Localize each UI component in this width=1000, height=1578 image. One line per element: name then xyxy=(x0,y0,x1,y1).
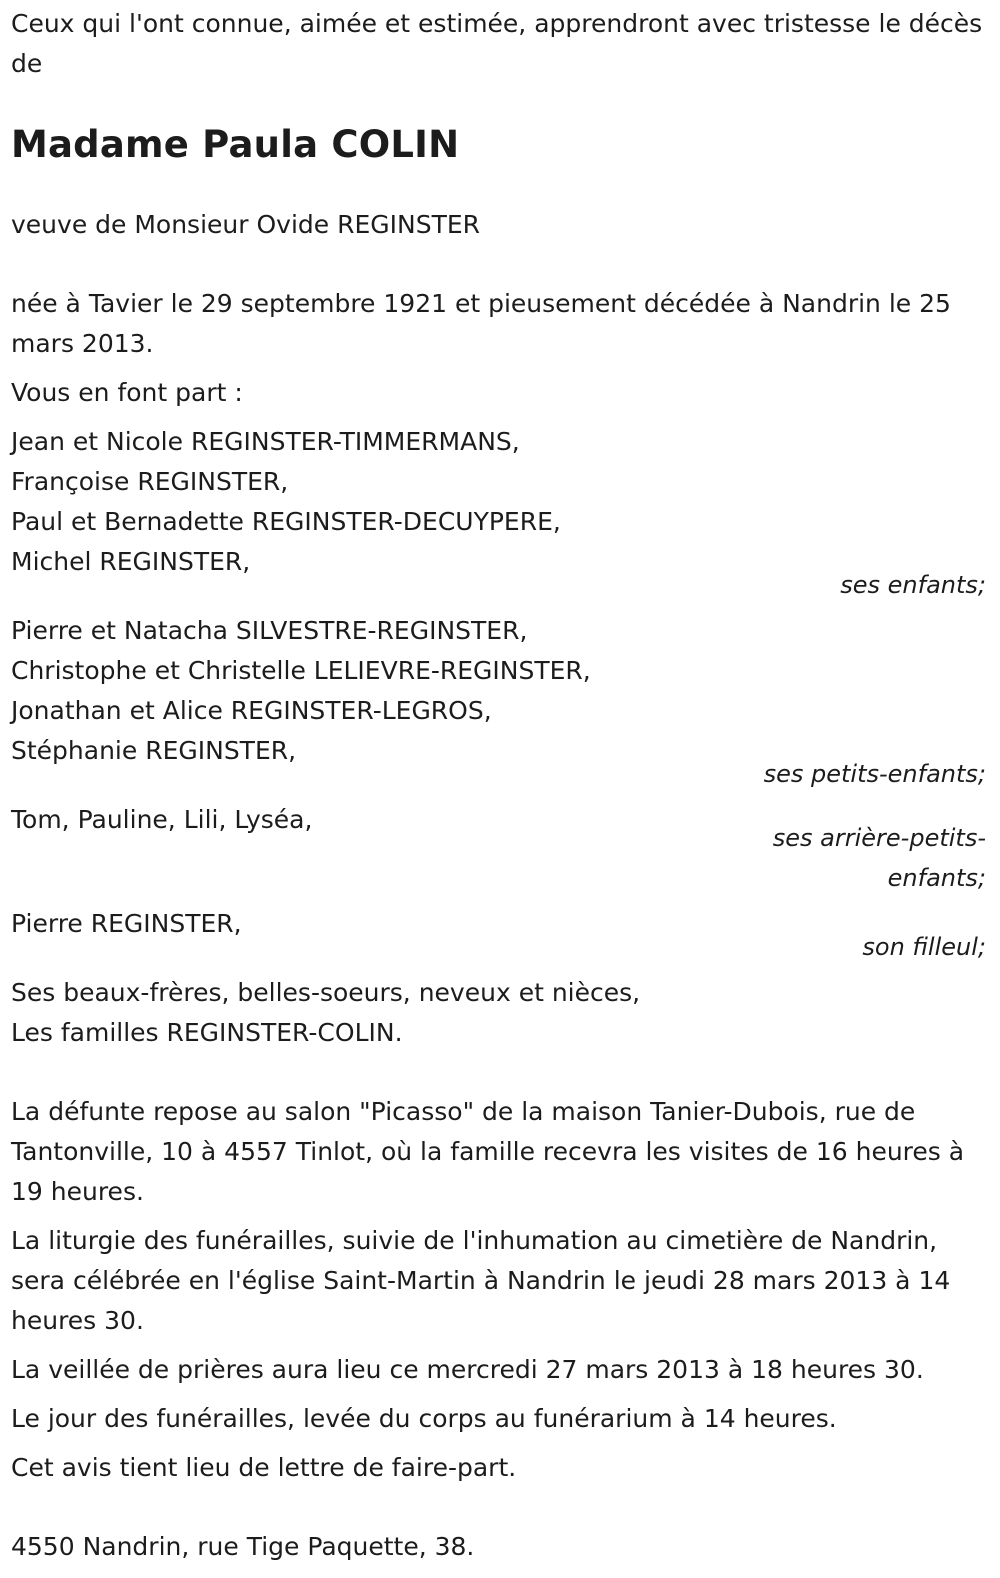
liturgy-text: La liturgie des funérailles, suivie de l'inhumation au cimetière de Nandrin, sera célébrée en l'église Saint-Martin à Nandrin le jeudi 28 mars 2013 à 14 heures 30. xyxy=(11,1226,951,1335)
extended-family-list xyxy=(11,973,986,1053)
list-item: Ses beaux-frères, belles-soeurs, neveux et nièces, xyxy=(11,978,641,1007)
announce-text: Vous en font part : xyxy=(11,378,243,407)
widow-of-text: veuve de Monsieur Ovide REGINSTER xyxy=(11,210,481,239)
vigil-text: La veillée de prières aura lieu ce mercredi 27 mars 2013 à 18 heures 30. xyxy=(11,1355,924,1384)
list-item: Christophe et Christelle LELIEVRE-REGINSTER, xyxy=(11,656,591,685)
children-label: ses enfants; xyxy=(840,571,986,599)
birth-death-text: née à Tavier le 29 septembre 1921 et pieusement décédée à Nandrin le 25 mars 2013. xyxy=(11,289,951,358)
list-item: Jean et Nicole REGINSTER-TIMMERMANS, xyxy=(11,427,520,456)
godson-text: Pierre REGINSTER, xyxy=(11,909,242,938)
deceased-name: Madame Paula COLIN xyxy=(11,123,460,166)
intro-text: Ceux qui l'ont connue, aimée et estimée, apprendront avec tristesse le décès de xyxy=(11,9,983,78)
list-item: Françoise REGINSTER, xyxy=(11,467,289,496)
children-list xyxy=(11,422,986,582)
funeral-day-text: Le jour des funérailles, levée du corps au funérarium à 14 heures. xyxy=(11,1404,837,1433)
notice-note-text: Cet avis tient lieu de lettre de faire-part. xyxy=(11,1453,517,1482)
list-item: Michel REGINSTER, xyxy=(11,547,251,576)
list-item: Stéphanie REGINSTER, xyxy=(11,736,297,765)
great-grandchildren-list: Tom, Pauline, Lili, Lyséa, xyxy=(11,805,313,834)
great-grandchildren-label: ses arrière-petits-enfants; xyxy=(772,824,986,892)
list-item: Paul et Bernadette REGINSTER-DECUYPERE, xyxy=(11,507,561,536)
list-item: Pierre et Natacha SILVESTRE-REGINSTER, xyxy=(11,616,528,645)
address-text: 4550 Nandrin, rue Tige Paquette, 38. xyxy=(11,1532,475,1561)
visitation-text: La défunte repose au salon "Picasso" de la maison Tanier-Dubois, rue de Tantonville, 10 à 4557 Tinlot, où la famille recevra les visites de 16 heures à 19 heures. xyxy=(11,1097,965,1206)
grandchildren-list xyxy=(11,611,986,771)
list-item: Les familles REGINSTER-COLIN. xyxy=(11,1018,403,1047)
godson-label: son filleul; xyxy=(862,933,986,961)
grandchildren-label: ses petits-enfants; xyxy=(763,760,986,788)
list-item: Jonathan et Alice REGINSTER-LEGROS, xyxy=(11,696,492,725)
obituary-notice xyxy=(11,4,986,1567)
